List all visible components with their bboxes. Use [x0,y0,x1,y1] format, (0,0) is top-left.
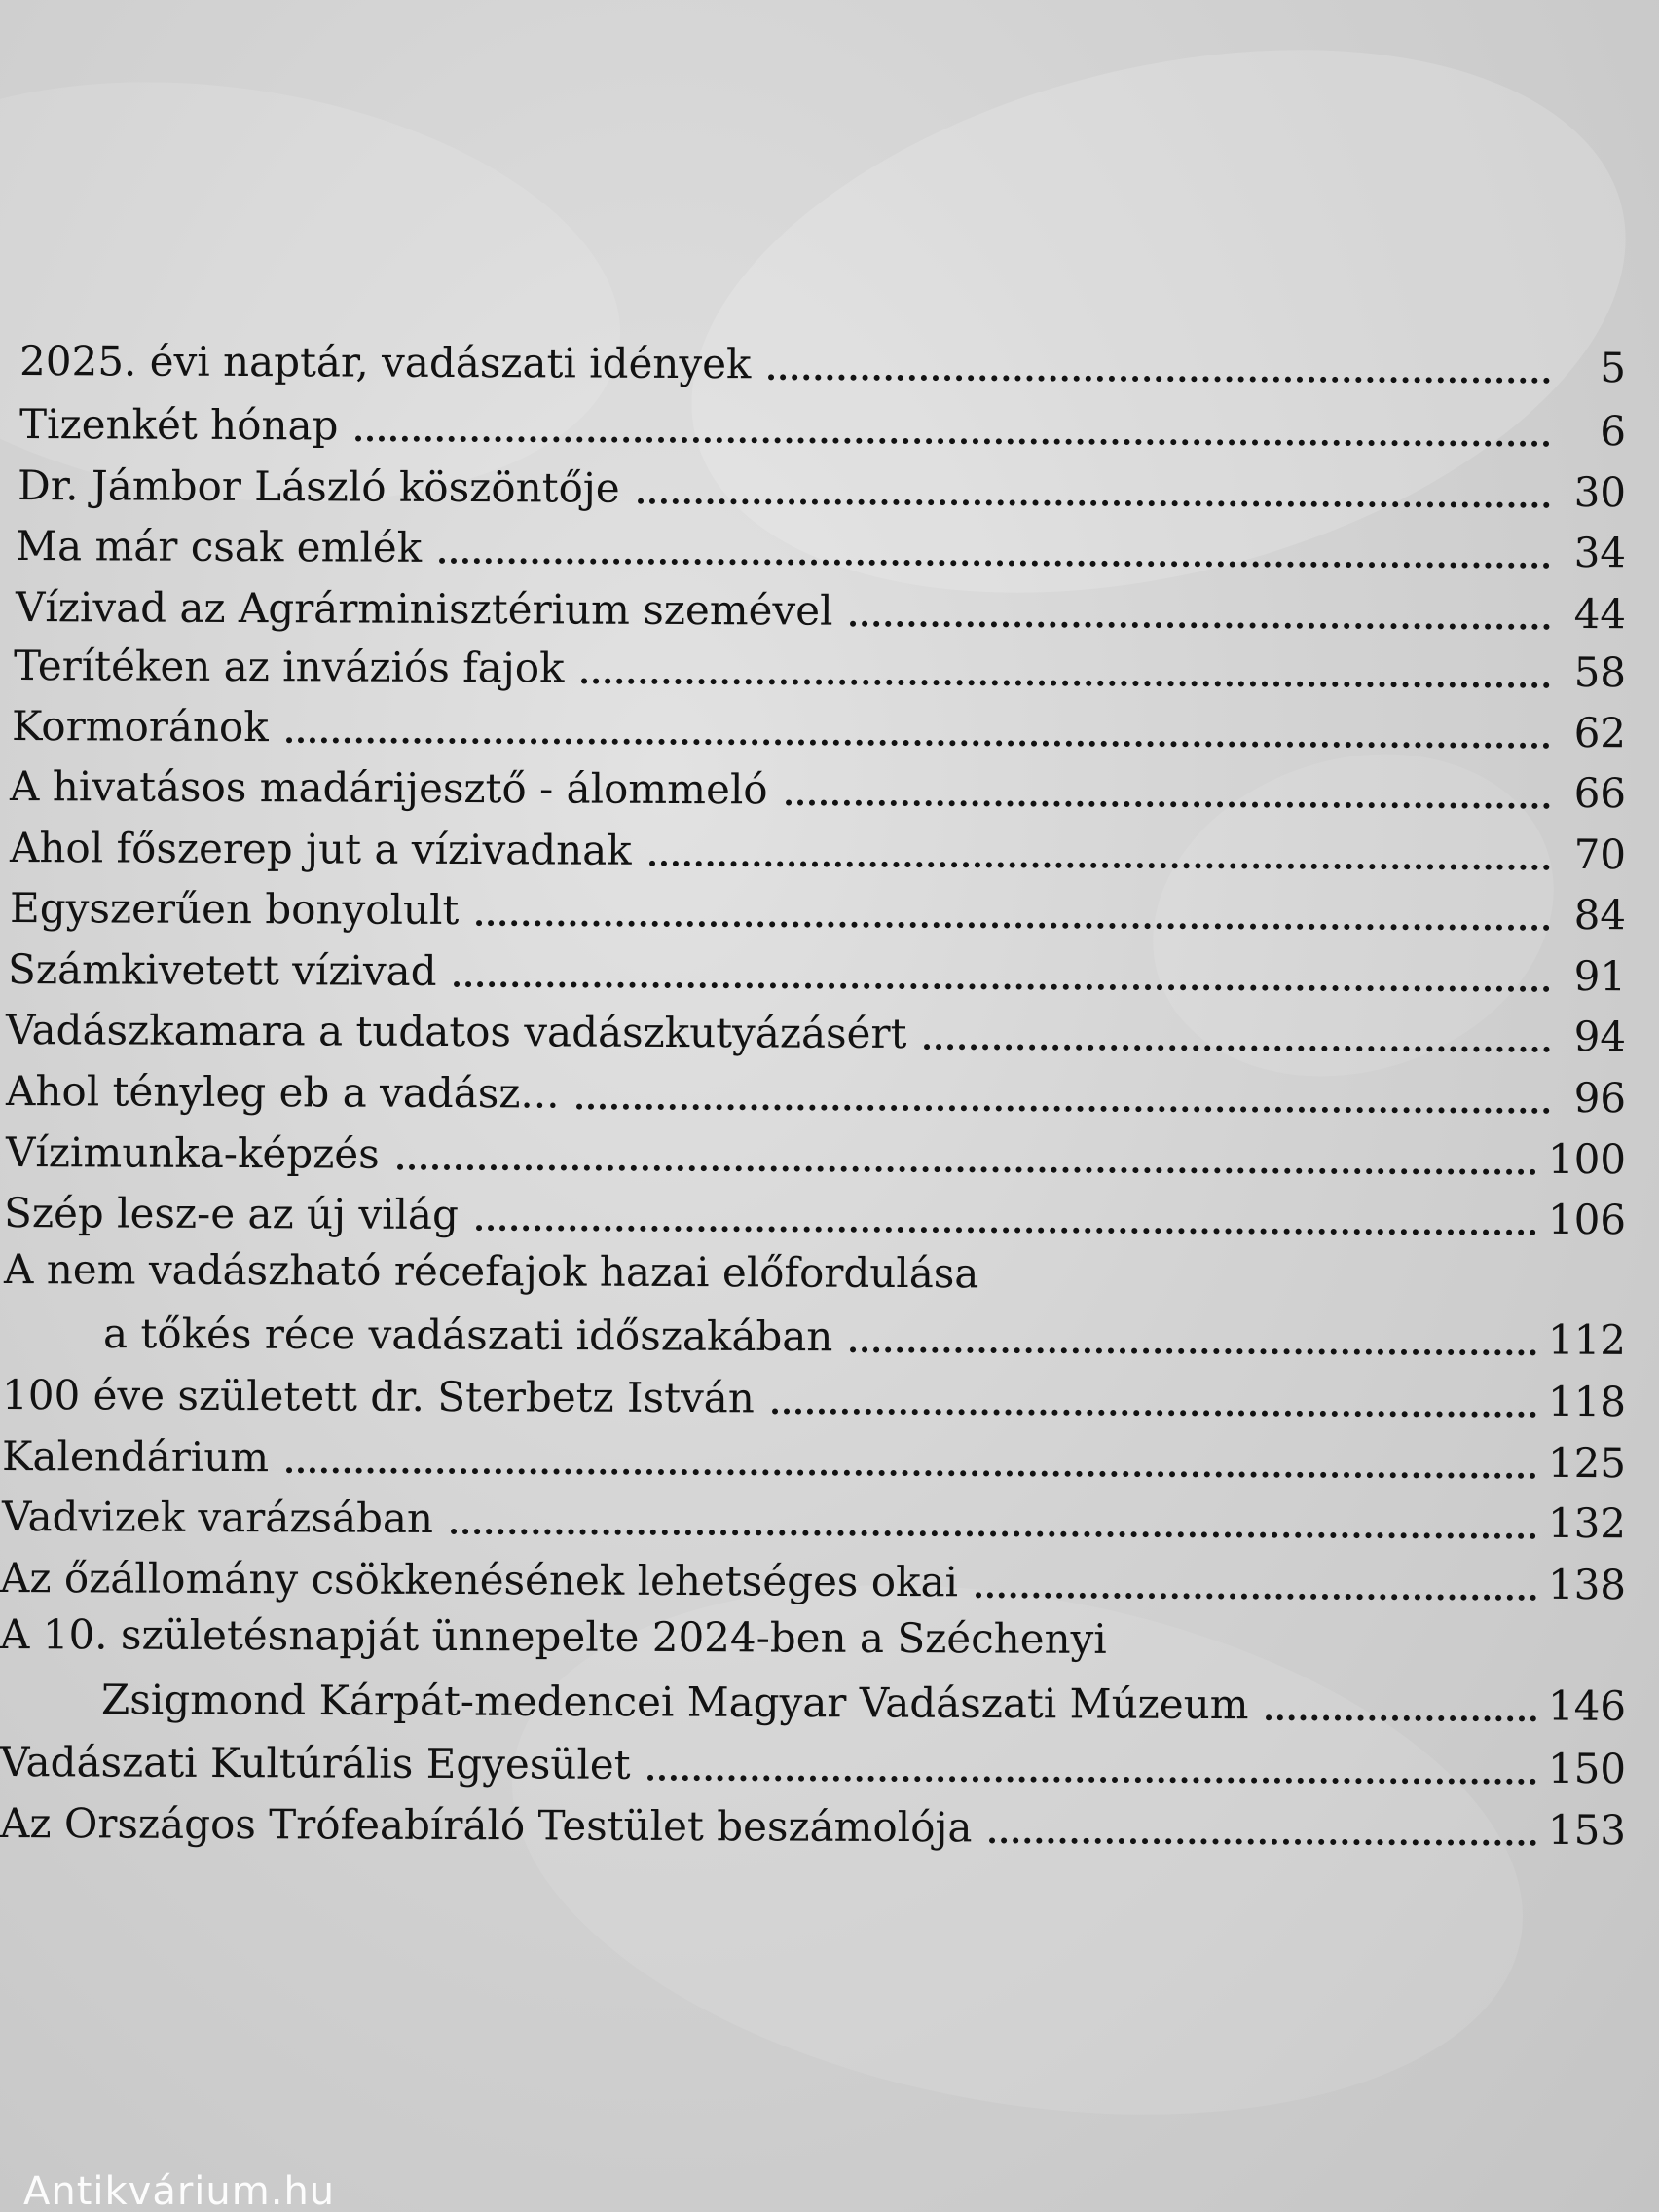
toc-page-number: 58 [1573,647,1627,697]
toc-page-number: 6 [1600,407,1627,456]
toc-entry-16-line1 [4,1246,1626,1304]
toc-dot-leader [850,621,1550,630]
toc-entry-15 [4,1186,1626,1243]
toc-title: Vízivad az Agrárminisztérium szemével [16,583,833,635]
toc-entry-3 [18,459,1626,516]
toc-title: Vízimunka-képzés [6,1128,380,1178]
toc-title-line1: A nem vadászható récefajok hazai előfordulása [4,1245,979,1298]
toc-page-number: 94 [1573,1013,1627,1061]
toc-page-number: 138 [1547,1560,1627,1609]
toc-page-number: 100 [1547,1134,1627,1184]
toc-page-number: 96 [1573,1074,1627,1123]
toc-entry-22 [0,1735,1626,1792]
toc-title: 2025. évi naptár, vadászati idények [19,337,752,388]
toc-entry-14 [6,1125,1626,1183]
toc-entry-2 [19,397,1626,455]
toc-title: Ma már csak emlék [16,522,423,571]
toc-title-line1: A 10. születésnapját ünnepelte 2024-ben a Széchenyi [0,1610,1107,1663]
toc-page-number: 146 [1547,1681,1627,1730]
toc-dot-leader [638,498,1550,508]
toc-dot-leader [576,1104,1550,1114]
toc-dot-leader [476,1225,1536,1235]
toc-title: Kormoránok [12,702,269,752]
toc-dot-leader [850,1346,1536,1355]
toc-title: Zsigmond Kárpát-medencei Magyar Vadászati Múzeum [101,1676,1249,1729]
toc-entry-12 [6,1003,1626,1060]
toc-dot-leader [286,1467,1536,1479]
toc-page-number: 150 [1547,1744,1627,1793]
toc-title: Ahol főszerep jut a vízivadnak [10,824,632,874]
toc-title: Vadászkamara a tudatos vadászkutyázásért [6,1006,907,1058]
toc-title: A hivatásos madárijesztő - álommeló [10,762,768,814]
toc-title: Vadászati Kultúrális Egyesület [0,1738,631,1788]
toc-page-number: 153 [1547,1805,1627,1855]
toc-title: Ahol tényleg eb a vadász... [6,1067,560,1118]
toc-dot-leader [976,1592,1536,1601]
toc-entry-6 [14,639,1626,696]
toc-page-number: 112 [1547,1315,1627,1364]
toc-page-number: 66 [1573,769,1627,818]
toc-entry-21-line2 [101,1673,1626,1730]
toc-entry-21-line1 [0,1611,1626,1669]
toc-dot-leader [1266,1714,1535,1721]
toc-dot-leader [768,374,1550,384]
toc-entry-18 [2,1429,1626,1487]
toc-title: Dr. Jámbor László köszöntője [18,461,620,512]
toc-page-number: 62 [1573,709,1627,757]
toc-dot-leader [772,1408,1536,1417]
toc-dot-leader [648,1775,1536,1785]
toc-title: Számkivetett vízivad [8,945,437,995]
toc-title: Az őzállomány csökkenésének lehetséges okai [0,1554,959,1606]
toc-title: Tizenkét hónap [19,400,339,450]
toc-page-number: 44 [1573,589,1627,639]
toc-title: 100 éve született dr. Sterbetz István [2,1371,755,1422]
toc-dot-leader [786,799,1551,808]
toc-entry-4 [16,519,1626,576]
toc-page-number: 84 [1573,891,1627,940]
toc-entry-20 [0,1551,1626,1608]
toc-title: Szép lesz-e az új világ [4,1189,460,1239]
toc-page-number: 30 [1573,467,1627,517]
toc-dot-leader [355,436,1550,447]
toc-dot-leader [924,1044,1550,1052]
toc-dot-leader [397,1164,1536,1175]
toc-dot-leader [649,861,1550,870]
toc-entry-9 [10,821,1626,878]
toc-dot-leader [476,920,1550,931]
toc-entry-7 [12,699,1626,756]
toc-entry-16-line2 [103,1307,1626,1364]
toc-entry-23 [0,1796,1626,1854]
toc-dot-leader [451,1529,1536,1539]
toc-dot-leader [454,981,1550,992]
toc-entry-17 [2,1368,1626,1425]
toc-entry-5 [16,580,1626,638]
toc-page-number: 106 [1547,1195,1627,1244]
toc-dot-leader [439,558,1550,569]
toc-title: Kalendárium [2,1432,270,1482]
toc-title: Terítéken az inváziós fajok [14,642,565,692]
toc-page-number: 125 [1547,1438,1627,1488]
toc-page-number: 118 [1547,1377,1627,1426]
toc-title: Az Országos Trófeabíráló Testület beszámolója [0,1799,973,1852]
toc-title: a tőkés réce vadászati időszakában [103,1309,833,1361]
toc-page-number: 5 [1600,344,1627,392]
toc-page-number: 70 [1573,830,1627,879]
toc-page-number: 34 [1573,528,1627,577]
toc-entry-13 [6,1064,1626,1122]
toc-title: Vadvizek varázsában [2,1493,434,1542]
toc-entry-10 [10,881,1626,939]
toc-page-number: 132 [1547,1498,1627,1548]
toc-entry-1 [19,334,1626,391]
watermark-text: Antikvárium.hu [23,2169,336,2212]
toc-dot-leader [581,679,1550,688]
toc-entry-19 [2,1490,1626,1547]
toc-page-number: 91 [1573,952,1627,1001]
toc-dot-leader [989,1837,1535,1845]
toc-title: Egyszerűen bonyolult [10,884,460,935]
toc-dot-leader [286,737,1550,749]
toc-entry-11 [8,942,1626,1000]
toc-entry-8 [10,759,1626,817]
